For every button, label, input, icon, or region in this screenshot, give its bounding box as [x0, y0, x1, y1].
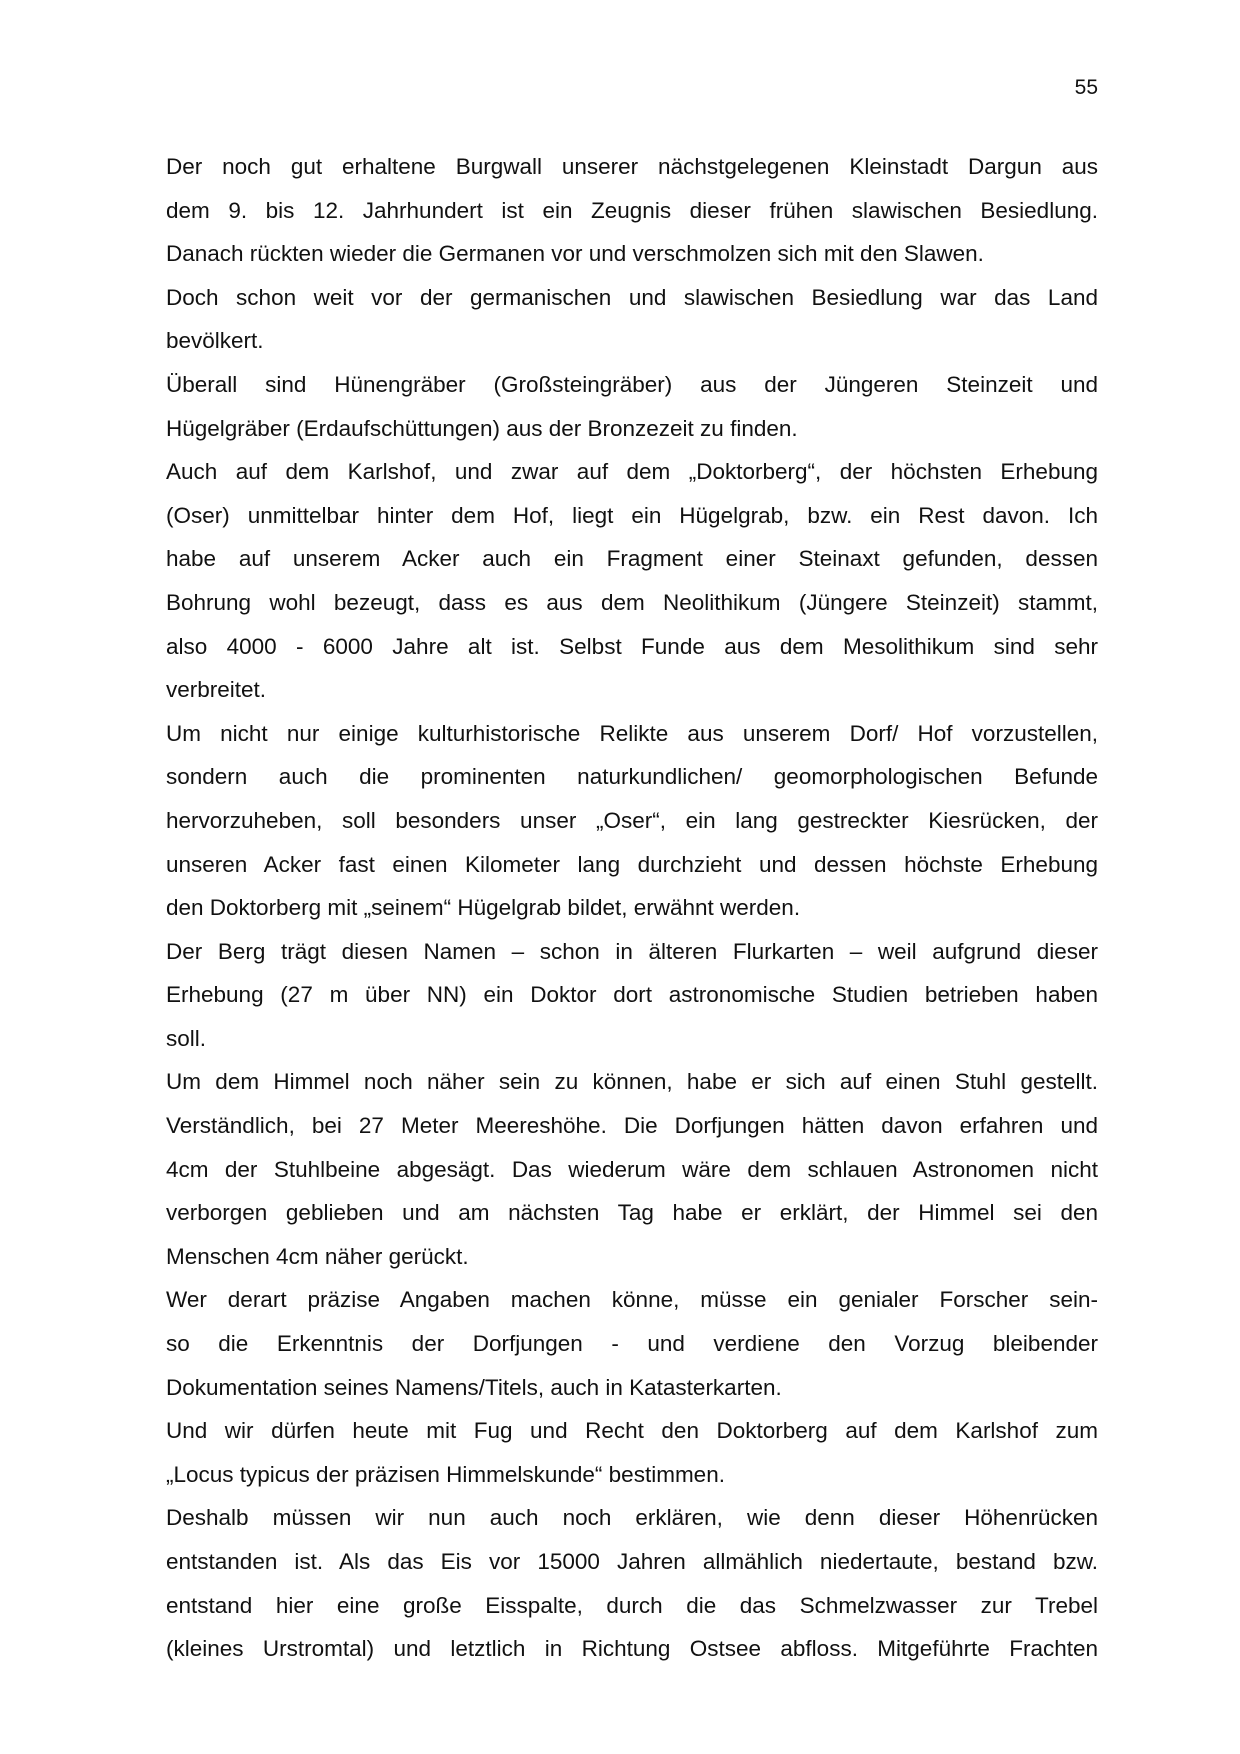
text-line: Verständlich, bei 27 Meter Meereshöhe. Die Dorfjungen hätten davon erfahren und: [166, 1113, 1098, 1139]
text-line: sondern auch die prominenten naturkundlichen/ geomorphologischen Befunde: [166, 764, 1098, 790]
text-line: (kleines Urstromtal) und letztlich in Richtung Ostsee abfloss. Mitgeführte Frachten: [166, 1636, 1098, 1662]
text-line: Doch schon weit vor der germanischen und slawischen Besiedlung war das Land: [166, 284, 1098, 310]
text-line: Auch auf dem Karlshof, und zwar auf dem „Doktorberg“, der höchsten Erhebung: [166, 459, 1098, 485]
text-line: entstanden ist. Als das Eis vor 15000 Jahren allmählich niedertaute, bestand bzw.: [166, 1549, 1098, 1574]
text-line: Dokumentation seines Namens/Titels, auch in Katasterkarten.: [166, 1374, 782, 1400]
text-line: hervorzuheben, soll besonders unser „Oser“, ein lang gestreckter Kiesrücken, der: [166, 807, 1098, 833]
text-line: verborgen geblieben und am nächsten Tag habe er erklärt, der Himmel sei den: [166, 1200, 1098, 1226]
page-number: 55: [1074, 76, 1098, 99]
text-line: Überall sind Hünengräber (Großsteingräber) aus der Jüngeren Steinzeit und: [166, 371, 1098, 397]
text-line: soll.: [166, 1025, 207, 1051]
body-text: [166, 145, 1098, 1671]
text-line: Um dem Himmel noch näher sein zu können, habe er sich auf einen Stuhl gestellt.: [166, 1069, 1098, 1095]
text-line: Danach rückten wieder die Germanen vor und verschmolzen sich mit den Slawen.: [166, 241, 984, 267]
text-line: Menschen 4cm näher gerückt.: [166, 1243, 469, 1269]
text-line: verbreitet.: [166, 677, 267, 703]
text-line: unseren Acker fast einen Kilometer lang durchzieht und dessen höchste Erhebung: [166, 851, 1098, 877]
text-line: (Oser) unmittelbar hinter dem Hof, liegt ein Hügelgrab, bzw. ein Rest davon. Ich: [166, 502, 1098, 528]
text-line: so die Erkenntnis der Dorfjungen - und verdiene den Vorzug bleibender: [166, 1331, 1098, 1357]
text-line: Bohrung wohl bezeugt, dass es aus dem Neolithikum (Jüngere Steinzeit) stammt,: [166, 589, 1098, 615]
text-line: „Locus typicus der präzisen Himmelskunde“ bestimmen.: [166, 1461, 725, 1487]
text-line: habe auf unserem Acker auch ein Fragment einer Steinaxt gefunden, dessen: [166, 546, 1098, 572]
text-line: also 4000 - 6000 Jahre alt ist. Selbst Funde aus dem Mesolithikum sind sehr: [166, 633, 1098, 659]
text-line: den Doktorberg mit „seinem“ Hügelgrab bildet, erwähnt werden.: [166, 895, 801, 921]
text-line: bevölkert.: [166, 328, 264, 354]
text-line: 4cm der Stuhlbeine abgesägt. Das wiederum wäre dem schlauen Astronomen nicht: [166, 1156, 1098, 1182]
text-line: Um nicht nur einige kulturhistorische Relikte aus unserem Dorf/ Hof vorzustellen,: [166, 720, 1098, 746]
text-line: Der Berg trägt diesen Namen – schon in älteren Flurkarten – weil aufgrund dieser: [166, 938, 1098, 964]
text-line: dem 9. bis 12. Jahrhundert ist ein Zeugnis dieser frühen slawischen Besiedlung.: [166, 197, 1098, 223]
text-line: entstand hier eine große Eisspalte, durch die das Schmelzwasser zur Trebel: [166, 1592, 1098, 1618]
text-line: Der noch gut erhaltene Burgwall unserer nächstgelegenen Kleinstadt Dargun aus: [166, 154, 1098, 179]
text-line: Hügelgräber (Erdaufschüttungen) aus der Bronzezeit zu finden.: [166, 415, 798, 441]
text-line: Deshalb müssen wir nun auch noch erklären, wie denn dieser Höhenrücken: [166, 1505, 1098, 1531]
text-line: Erhebung (27 m über NN) ein Doktor dort astronomische Studien betrieben haben: [166, 982, 1098, 1008]
text-line: Und wir dürfen heute mit Fug und Recht den Doktorberg auf dem Karlshof zum: [166, 1418, 1098, 1444]
text-line: Wer derart präzise Angaben machen könne, müsse ein genialer Forscher sein-: [166, 1287, 1098, 1313]
